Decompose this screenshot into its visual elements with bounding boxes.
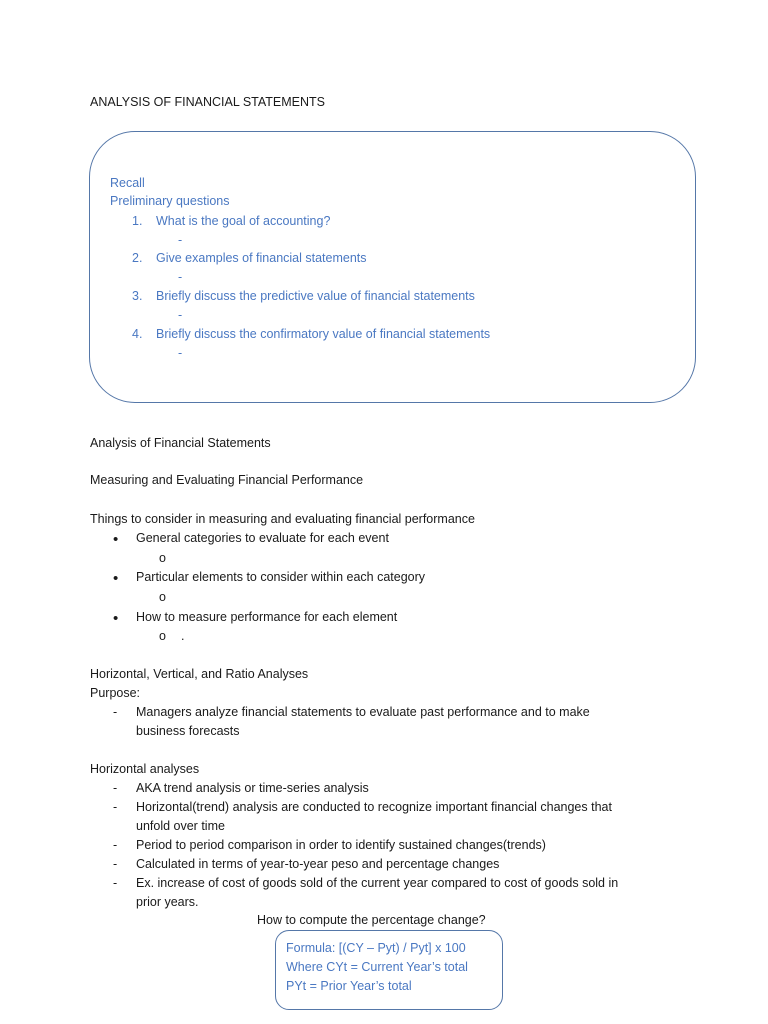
bullet-text: Particular elements to consider within each category bbox=[136, 570, 426, 584]
sub-bullet-icon: o bbox=[159, 629, 166, 643]
dash-marker: - bbox=[113, 838, 118, 852]
horizontal-item-continued: prior years. bbox=[136, 895, 199, 909]
question-text: Give examples of financial statements bbox=[156, 251, 367, 265]
dash-marker: - bbox=[113, 781, 118, 795]
question-text: Briefly discuss the predictive value of financial statements bbox=[156, 289, 475, 303]
question-number: 1. bbox=[132, 214, 143, 228]
dash-marker: - bbox=[113, 800, 118, 814]
horizontal-item: Ex. increase of cost of goods sold of the current year compared to cost of goods sold in bbox=[136, 876, 619, 890]
horizontal-item: Period to period comparison in order to identify sustained changes(trends) bbox=[136, 838, 546, 852]
dash-marker: - bbox=[113, 705, 118, 719]
percentage-question: How to compute the percentage change? bbox=[257, 913, 486, 927]
purpose-text: Managers analyze financial statements to evaluate past performance and to make bbox=[136, 705, 590, 719]
horizontal-item-continued: unfold over time bbox=[136, 819, 225, 833]
question-number: 3. bbox=[132, 289, 143, 303]
bullet-text: General categories to evaluate for each event bbox=[136, 531, 389, 545]
formula-where-cy: Where CYt = Current Year’s total bbox=[286, 960, 468, 974]
things-heading: Things to consider in measuring and evaluating financial performance bbox=[90, 512, 475, 526]
sub-bullet-text: . bbox=[181, 629, 185, 643]
answer-dash: - bbox=[178, 270, 183, 284]
horizontal-item: Horizontal(trend) analysis are conducted to recognize important financial changes that bbox=[136, 800, 612, 814]
bullet-text: How to measure performance for each element bbox=[136, 610, 398, 624]
question-number: 2. bbox=[132, 251, 143, 265]
preliminary-questions-heading: Preliminary questions bbox=[110, 194, 230, 208]
hvr-heading: Horizontal, Vertical, and Ratio Analyses bbox=[90, 667, 309, 681]
dash-marker: - bbox=[113, 857, 118, 871]
recall-box bbox=[89, 131, 696, 403]
question-text: What is the goal of accounting? bbox=[156, 214, 331, 228]
bullet-icon: • bbox=[113, 570, 119, 587]
sub-bullet-icon: o bbox=[159, 551, 166, 565]
section-heading: Analysis of Financial Statements bbox=[90, 436, 271, 450]
horizontal-item: AKA trend analysis or time-series analysis bbox=[136, 781, 369, 795]
horizontal-item: Calculated in terms of year-to-year peso and percentage changes bbox=[136, 857, 500, 871]
dash-marker: - bbox=[113, 876, 118, 890]
question-number: 4. bbox=[132, 327, 143, 341]
horizontal-heading: Horizontal analyses bbox=[90, 762, 200, 776]
measuring-heading: Measuring and Evaluating Financial Performance bbox=[90, 473, 364, 487]
answer-dash: - bbox=[178, 233, 183, 247]
answer-dash: - bbox=[178, 308, 183, 322]
recall-heading: Recall bbox=[110, 176, 145, 190]
formula-where-py: PYt = Prior Year’s total bbox=[286, 979, 412, 993]
answer-dash: - bbox=[178, 346, 183, 360]
question-text: Briefly discuss the confirmatory value of financial statements bbox=[156, 327, 491, 341]
purpose-text-continued: business forecasts bbox=[136, 724, 240, 738]
formula-line: Formula: [(CY – Pyt) / Pyt] x 100 bbox=[286, 941, 466, 955]
bullet-icon: • bbox=[113, 610, 119, 627]
page-title: ANALYSIS OF FINANCIAL STATEMENTS bbox=[90, 95, 325, 109]
bullet-icon: • bbox=[113, 531, 119, 548]
sub-bullet-icon: o bbox=[159, 590, 166, 604]
purpose-label: Purpose: bbox=[90, 686, 141, 700]
